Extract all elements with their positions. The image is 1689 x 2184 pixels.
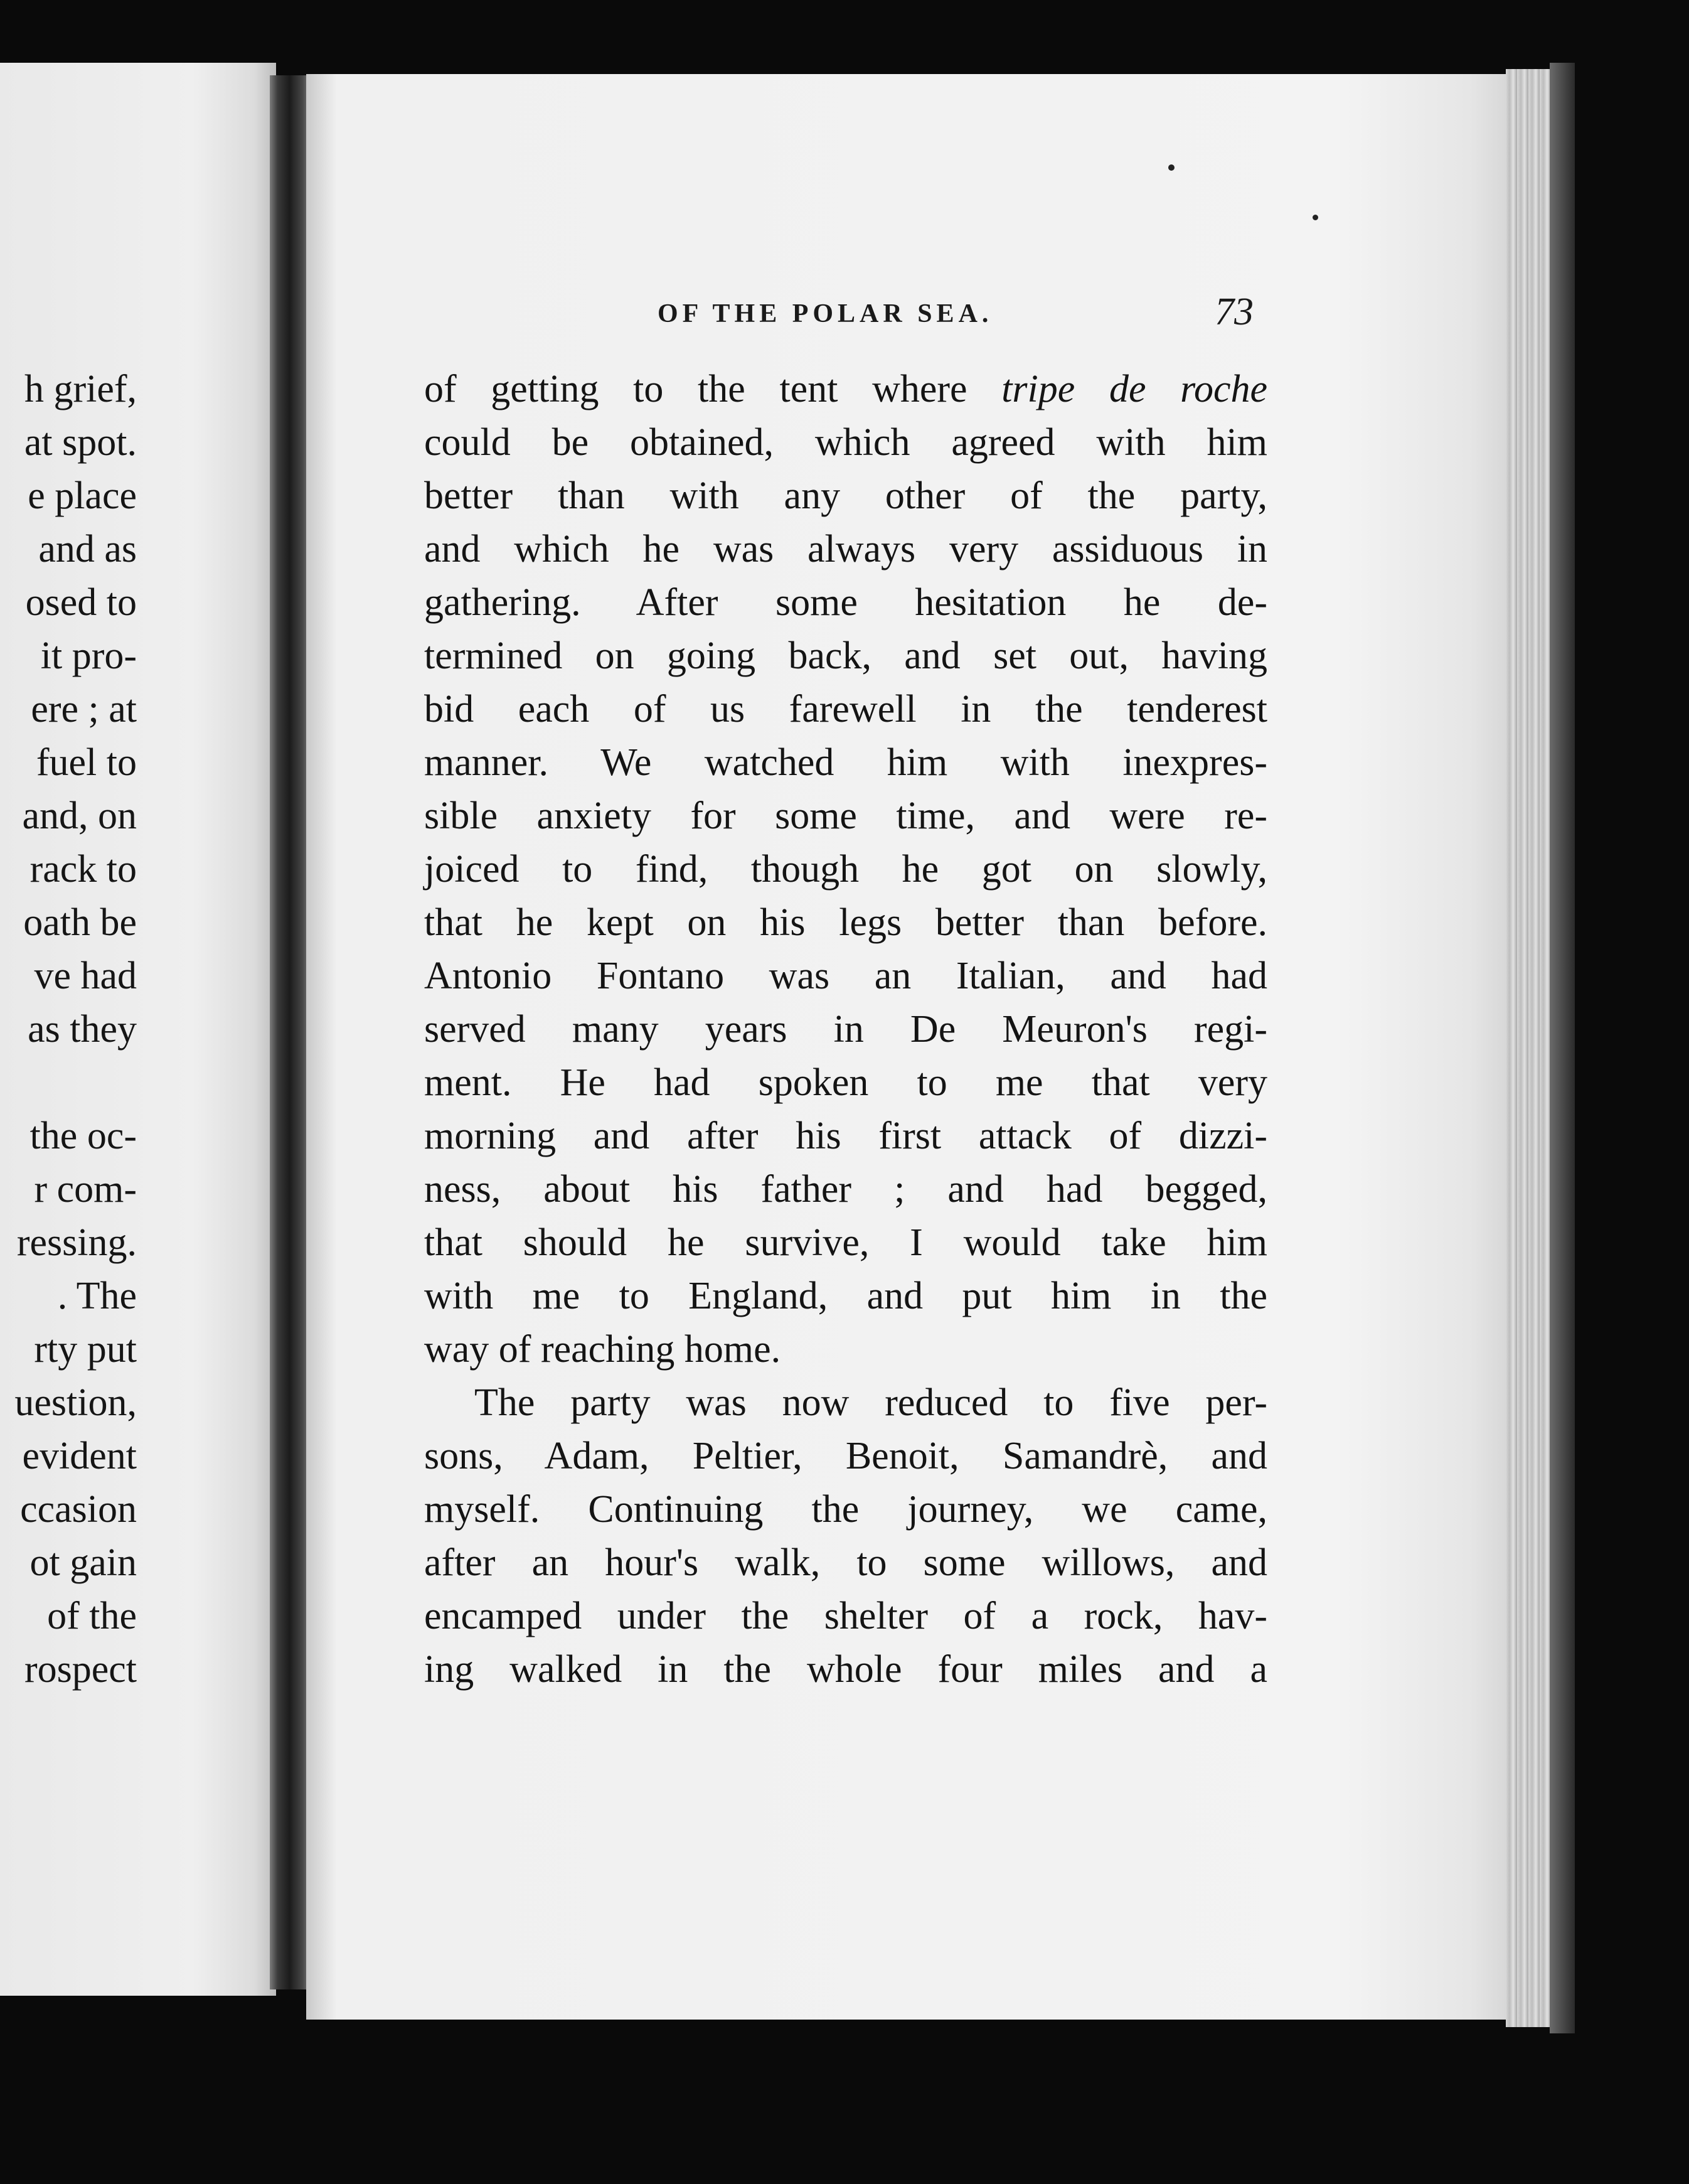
text-line: it pro- xyxy=(40,634,137,677)
text-line: morning and after his first attack of dizzi- xyxy=(424,1115,1267,1157)
text-line: The party was now reduced to five per- xyxy=(474,1381,1267,1424)
text-line: ccasion xyxy=(20,1488,137,1531)
text-line: ve had xyxy=(34,955,137,997)
text-line: manner. We watched him with inexpres- xyxy=(424,741,1267,784)
paper-speck xyxy=(1313,215,1318,220)
text-line: sons, Adam, Peltier, Benoit, Samandrè, and xyxy=(424,1435,1267,1477)
text-line: the oc- xyxy=(29,1115,137,1157)
text-line: served many years in De Meuron's regi- xyxy=(424,1008,1267,1051)
text-line: of the xyxy=(47,1595,137,1637)
text-line: rospect xyxy=(24,1648,137,1691)
text-line: that he kept on his legs better than before. xyxy=(424,901,1267,944)
body-text xyxy=(424,363,1267,1696)
text-line: oath be xyxy=(23,901,137,944)
text-line xyxy=(14,1056,137,1110)
text-line: way of reaching home. xyxy=(424,1328,781,1371)
text-line: Antonio Fontano was an Italian, and had xyxy=(424,955,1267,997)
running-head: OF THE POLAR SEA. xyxy=(658,299,993,328)
text-line: evident xyxy=(22,1435,137,1477)
text-line: bid each of us farewell in the tenderest xyxy=(424,688,1267,731)
text-line: that should he survive, I would take him xyxy=(424,1221,1267,1264)
text-line: encamped under the shelter of a rock, hav- xyxy=(424,1595,1267,1637)
text-line: could be obtained, which agreed with him xyxy=(424,421,1267,464)
text-line: myself. Continuing the journey, we came, xyxy=(424,1488,1267,1531)
page-number: 73 xyxy=(1215,291,1254,333)
text-line: termined on going back, and set out, having xyxy=(424,634,1267,677)
text-line: and as xyxy=(38,528,137,570)
facing-page-text xyxy=(14,363,137,1696)
text-line: ressing. xyxy=(16,1221,137,1264)
text-line: with me to England, and put him in the xyxy=(424,1275,1267,1317)
text-line: osed to xyxy=(25,581,137,624)
text-line: after an hour's walk, to some willows, and xyxy=(424,1541,1267,1584)
text-line: ing walked in the whole four miles and a xyxy=(424,1648,1267,1691)
italic-phrase: tripe de roche xyxy=(1001,368,1267,410)
text-line xyxy=(424,363,1267,416)
text-line: ness, about his father ; and had begged, xyxy=(424,1168,1267,1211)
text-line: as they xyxy=(28,1008,137,1051)
text-line: sible anxiety for some time, and were re- xyxy=(424,795,1267,837)
text-line: and, on xyxy=(22,795,137,837)
text-line: gathering. After some hesitation he de- xyxy=(424,581,1267,624)
text-line: ment. He had spoken to me that very xyxy=(424,1061,1267,1104)
text-line: rack to xyxy=(29,848,137,891)
paper-speck xyxy=(1168,164,1175,171)
text-line: joiced to find, though he got on slowly, xyxy=(424,848,1267,891)
text-line: uestion, xyxy=(14,1381,137,1424)
text-line: better than with any other of the party, xyxy=(424,474,1267,517)
text-line: e place xyxy=(28,474,137,517)
text-line: and which he was always very assiduous in xyxy=(424,528,1267,570)
text-line: rty put xyxy=(34,1328,137,1371)
text-line: fuel to xyxy=(36,741,137,784)
text-line: at spot. xyxy=(24,421,137,464)
text-run: of getting to the tent where xyxy=(424,368,1002,410)
book-edge-shadow xyxy=(1550,63,1575,2033)
facing-page-left xyxy=(0,63,276,1996)
text-line: r com- xyxy=(34,1168,137,1211)
text-line: h grief, xyxy=(24,368,137,410)
text-line: . The xyxy=(57,1275,137,1317)
text-line: ot gain xyxy=(29,1541,137,1584)
text-line: ere ; at xyxy=(31,688,137,731)
